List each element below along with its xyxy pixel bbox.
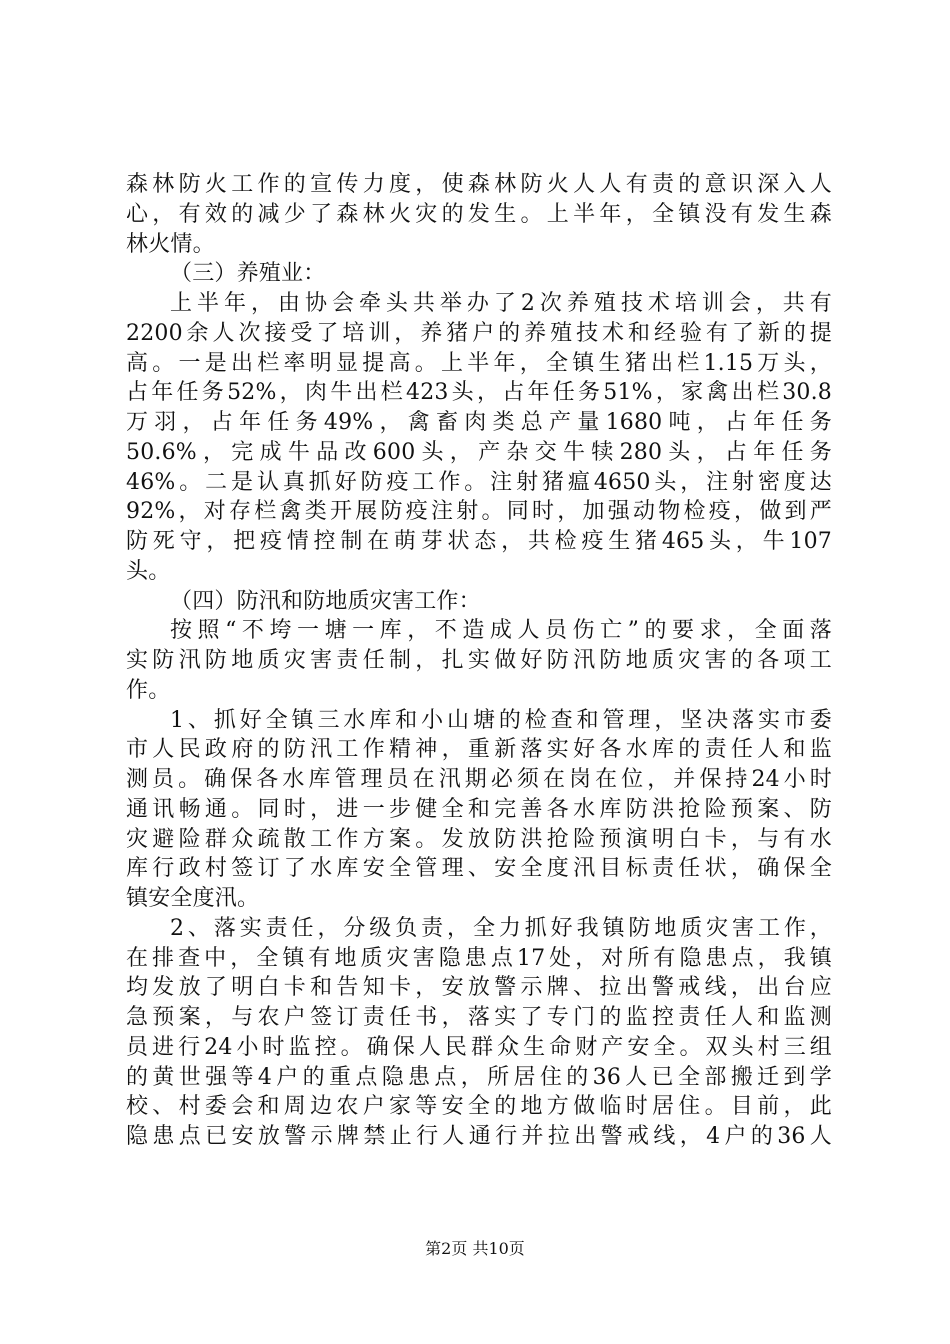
text-line: 库行政村签订了水库安全管理、安全度汛目标责任状，确保全 [126,856,832,882]
text-line: 均发放了明白卡和告知卡，安放警示牌、拉出警戒线，出台应 [126,975,832,1001]
text-line: 高。一是出栏率明显提高。上半年，全镇生猪出栏1.15万头， [126,350,832,376]
text-line: 实防汛防地质灾害责任制，扎实做好防汛防地质灾害的各项工 [126,648,832,673]
text-line: 的黄世强等4户的重点隐患点，所居住的36人已全部搬迁到学 [126,1064,832,1090]
text-line: 防死守，把疫情控制在萌芽状态，共检疫生猪465头，牛107 [126,529,832,554]
text-line: 头。 [126,558,171,584]
text-line: 测员。确保各水库管理员在汛期必须在岗在位，并保持24小时 [126,767,832,792]
text-line: 上半年，由协会牵头共举办了2次养殖技术培训会，共有 [170,291,832,316]
text-line: 市人民政府的防汛工作精神，重新落实好各水库的责任人和监 [126,737,832,763]
text-line: 万羽，占年任务49%，禽畜肉类总产量1680吨，占年任务 [126,410,832,435]
text-line: 作。 [126,677,171,703]
text-line: 隐患点已安放警示牌禁止行人通行并拉出警戒线，4户的36人 [126,1124,832,1149]
text-line: 通讯畅通。同时，进一步健全和完善各水库防洪抢险预案、防 [126,796,832,822]
text-line: 林火情。 [126,231,215,257]
body-text [126,170,832,1152]
text-line: 46%。二是认真抓好防疫工作。注射猪瘟4650头，注射密度达 [126,469,832,495]
text-line: 2200余人次接受了培训，养猪户的养殖技术和经验有了新的提 [126,320,832,346]
text-line: 急预案，与农户签订责任书，落实了专门的监控责任人和监测 [126,1005,832,1030]
text-line: 2、落实责任，分级负责，全力抓好我镇防地质灾害工作， [170,915,832,941]
text-line: 员进行24小时监控。确保人民群众生命财产安全。双头村三组 [126,1034,832,1060]
text-line: 校、村委会和周边农户家等安全的地方做临时居住。目前，此 [126,1094,832,1120]
section-heading: （三）养殖业： [170,261,326,287]
section-heading: （四）防汛和防地质灾害工作： [170,588,481,614]
text-line: 按照“不垮一塘一库，不造成人员伤亡”的要求，全面落 [170,618,832,644]
text-line: 心，有效的减少了森林火灾的发生。上半年，全镇没有发生森 [126,201,832,227]
text-line: 50.6%，完成牛品改600头，产杂交牛犊280头，占年任务 [126,439,832,465]
text-line: 占年任务52%，肉牛出栏423头，占年任务51%，家禽出栏30.8 [126,380,832,406]
text-line: 森林防火工作的宣传力度，使森林防火人人有责的意识深入人 [126,172,832,197]
page-number-footer: 第2页 共10页 [425,1239,525,1258]
text-line: 灾避险群众疏散工作方案。发放防洪抢险预演明白卡，与有水 [126,826,832,852]
text-line: 镇安全度汛。 [126,886,260,911]
text-line: 92%，对存栏禽类开展防疫注射。同时，加强动物检疫，做到严 [126,499,832,525]
text-line: 在排查中，全镇有地质灾害隐患点17处，对所有隐患点，我镇 [126,945,832,971]
text-line: 1、抓好全镇三水库和小山塘的检查和管理，坚决落实市委 [170,707,832,733]
